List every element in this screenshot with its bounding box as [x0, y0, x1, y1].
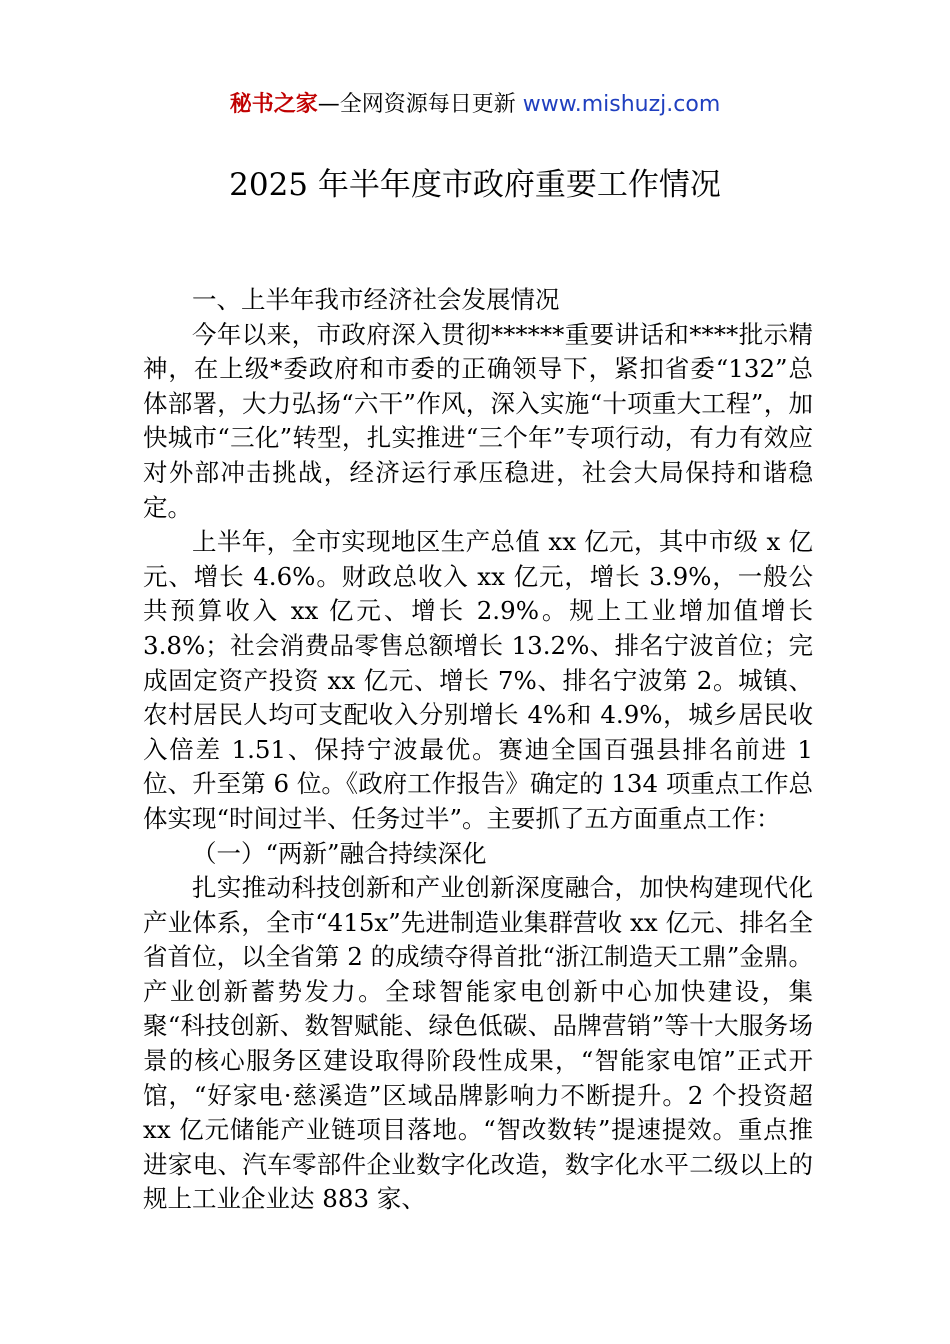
- document-title: 2025 年半年度市政府重要工作情况: [229, 167, 721, 203]
- site-header: [0, 90, 950, 120]
- paragraph: 今年以来，市政府深入贯彻******重要讲话和****批示精神，在上级*委政府和市委的正确领导下，紧扣省委“132”总体部署，大力弘扬“六干”作风，深入实施“十项重大工程”，加快城市“三化”转型，扎实推进“三个年”专项行动，有力有效应对外部冲击挑战，经济运行承压稳进，社会大局保持和谐稳定。: [143, 319, 813, 522]
- document-body: [143, 283, 813, 1217]
- paragraph: 扎实推动科技创新和产业创新深度融合，加快构建现代化产业体系，全市“415x”先进制造业集群营收 xx 亿元、排名全省首位，以全省第 2 的成绩夺得首批“浙江制造天工鼎”金鼎。产业创新蓄势发力。全球智能家电创新中心加快建设，集聚“科技创新、数智赋能、绿色低碳、品牌营销”等十大服务场景的核心服务区建设取得阶段性成果，“智能家电馆”正式开馆，“好家电·慈溪造”区域品牌影响力不断提升。2 个投资超 xx 亿元储能产业链项目落地。“智改数转”提速提效。重点推进家电、汽车零部件企业数字化改造，数字化水平二级以上的规上工业企业达 883 家、: [143, 873, 813, 1214]
- subsection-heading: （一）“两新”融合持续深化: [192, 838, 487, 868]
- site-brand: 秘书之家: [229, 92, 318, 117]
- site-url[interactable]: www.mishuzj.com: [522, 92, 721, 117]
- section-heading: 一、上半年我市经济社会发展情况: [192, 285, 560, 314]
- paragraph: 上半年，全市实现地区生产总值 xx 亿元，其中市级 x 亿元、增长 4.6%。财政总收入 xx 亿元，增长 3.9%，一般公共预算收入 xx 亿元、增长 2.9%。规上工业增加值增长 3.8%；社会消费品零售总额增长 13.2%、排名宁波首位；完成固定资产投资 xx 亿元、增长 7%、排名宁波第 2。城镇、农村居民人均可支配收入分别增长 4%和 4.9%，城乡居民收入倍差 1.51、保持宁波最优。赛迪全国百强县排名前进 1 位、升至第 6 位。《政府工作报告》确定的 134 项重点工作总体实现“时间过半、任务过半”。主要抓了五方面重点工作：: [143, 527, 813, 833]
- site-tagline: —全网资源每日更新: [317, 92, 523, 117]
